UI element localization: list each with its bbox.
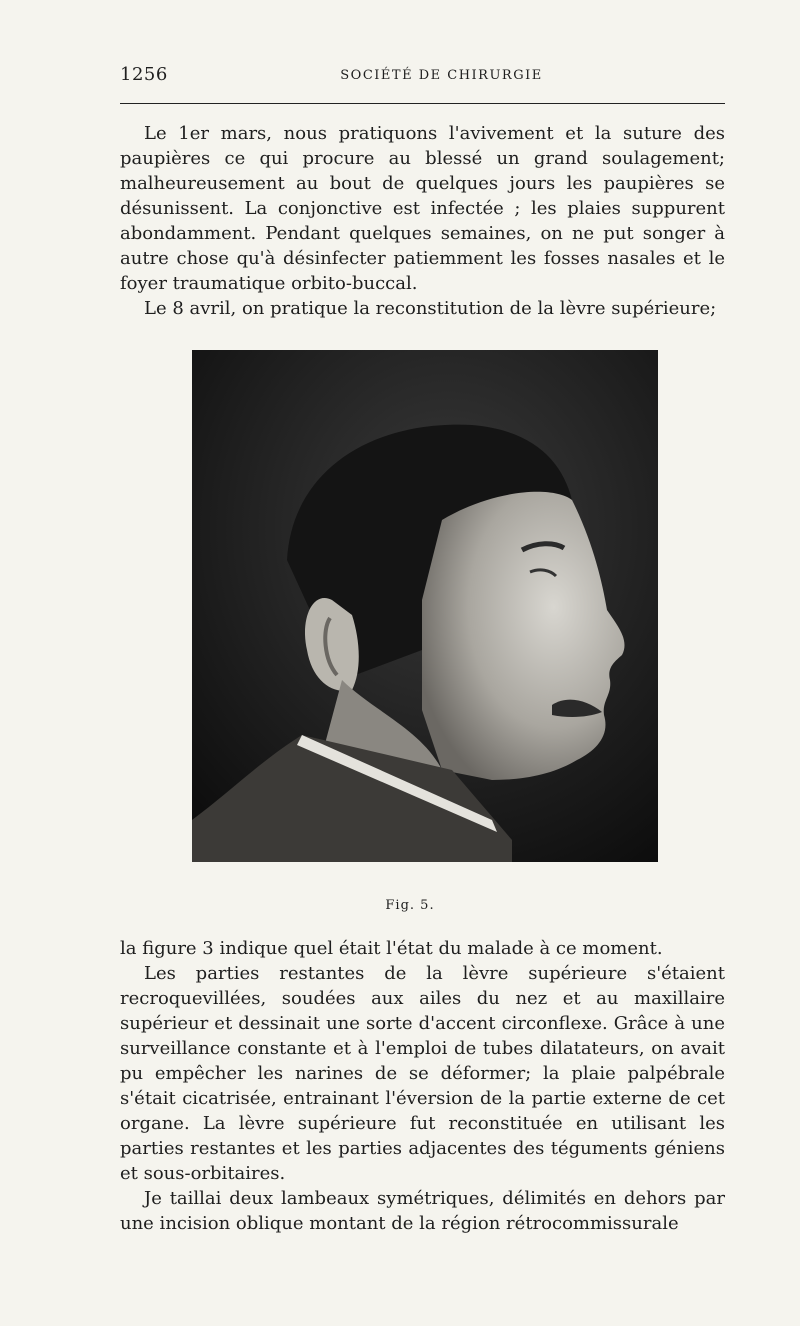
profile-portrait — [192, 350, 658, 862]
page-number: 1256 — [120, 64, 168, 85]
paragraph: Je taillai deux lambeaux symétriques, délimités en dehors par une incision oblique montant de la région rétrocommissurale — [120, 1188, 725, 1234]
paragraph: la figure 3 indique quel était l'état du malade à ce moment. — [120, 938, 663, 959]
lower-text-block — [120, 936, 725, 1236]
paragraph: Les parties restantes de la lèvre supérieure s'étaient recroquevillées, soudées aux ailes du nez et au maxillaire supérieur et dessinait une sorte d'accent circonflexe. Grâce à une surveillance constante et à l'emploi de tubes dilatateurs, on avait pu empêcher les narines de se déformer; la plaie palpébrale s'était cicatrisée, entrainant l'éversion de la partie externe de cet organe. La lèvre supérieure fut reconstituée en utilisant les parties restantes et les parties adjacentes des téguments géniens et sous-orbitaires. — [120, 963, 725, 1184]
upper-text-block — [120, 121, 725, 321]
paragraph: Le 8 avril, on pratique la reconstitution de la lèvre supérieure; — [144, 298, 717, 319]
paragraph: Le 1er mars, nous pratiquons l'avivement et la suture des paupières ce qui procure au blessé un grand soulagement; malheureusement au bout de quelques jours les paupières se désunissent. La conjonctive est infectée ; les plaies suppurent abondamment. Pendant quelques semaines, on ne put songer à autre chose qu'à désinfecter patiemment les fosses nasales et le foyer traumatique orbito-buccal. — [120, 123, 725, 294]
running-title: SOCIÉTÉ DE CHIRURGIE — [340, 68, 543, 83]
figure-caption: Fig. 5. — [385, 898, 435, 913]
page-header — [120, 62, 723, 90]
figure-photograph — [192, 350, 658, 862]
header-rule — [120, 103, 725, 104]
